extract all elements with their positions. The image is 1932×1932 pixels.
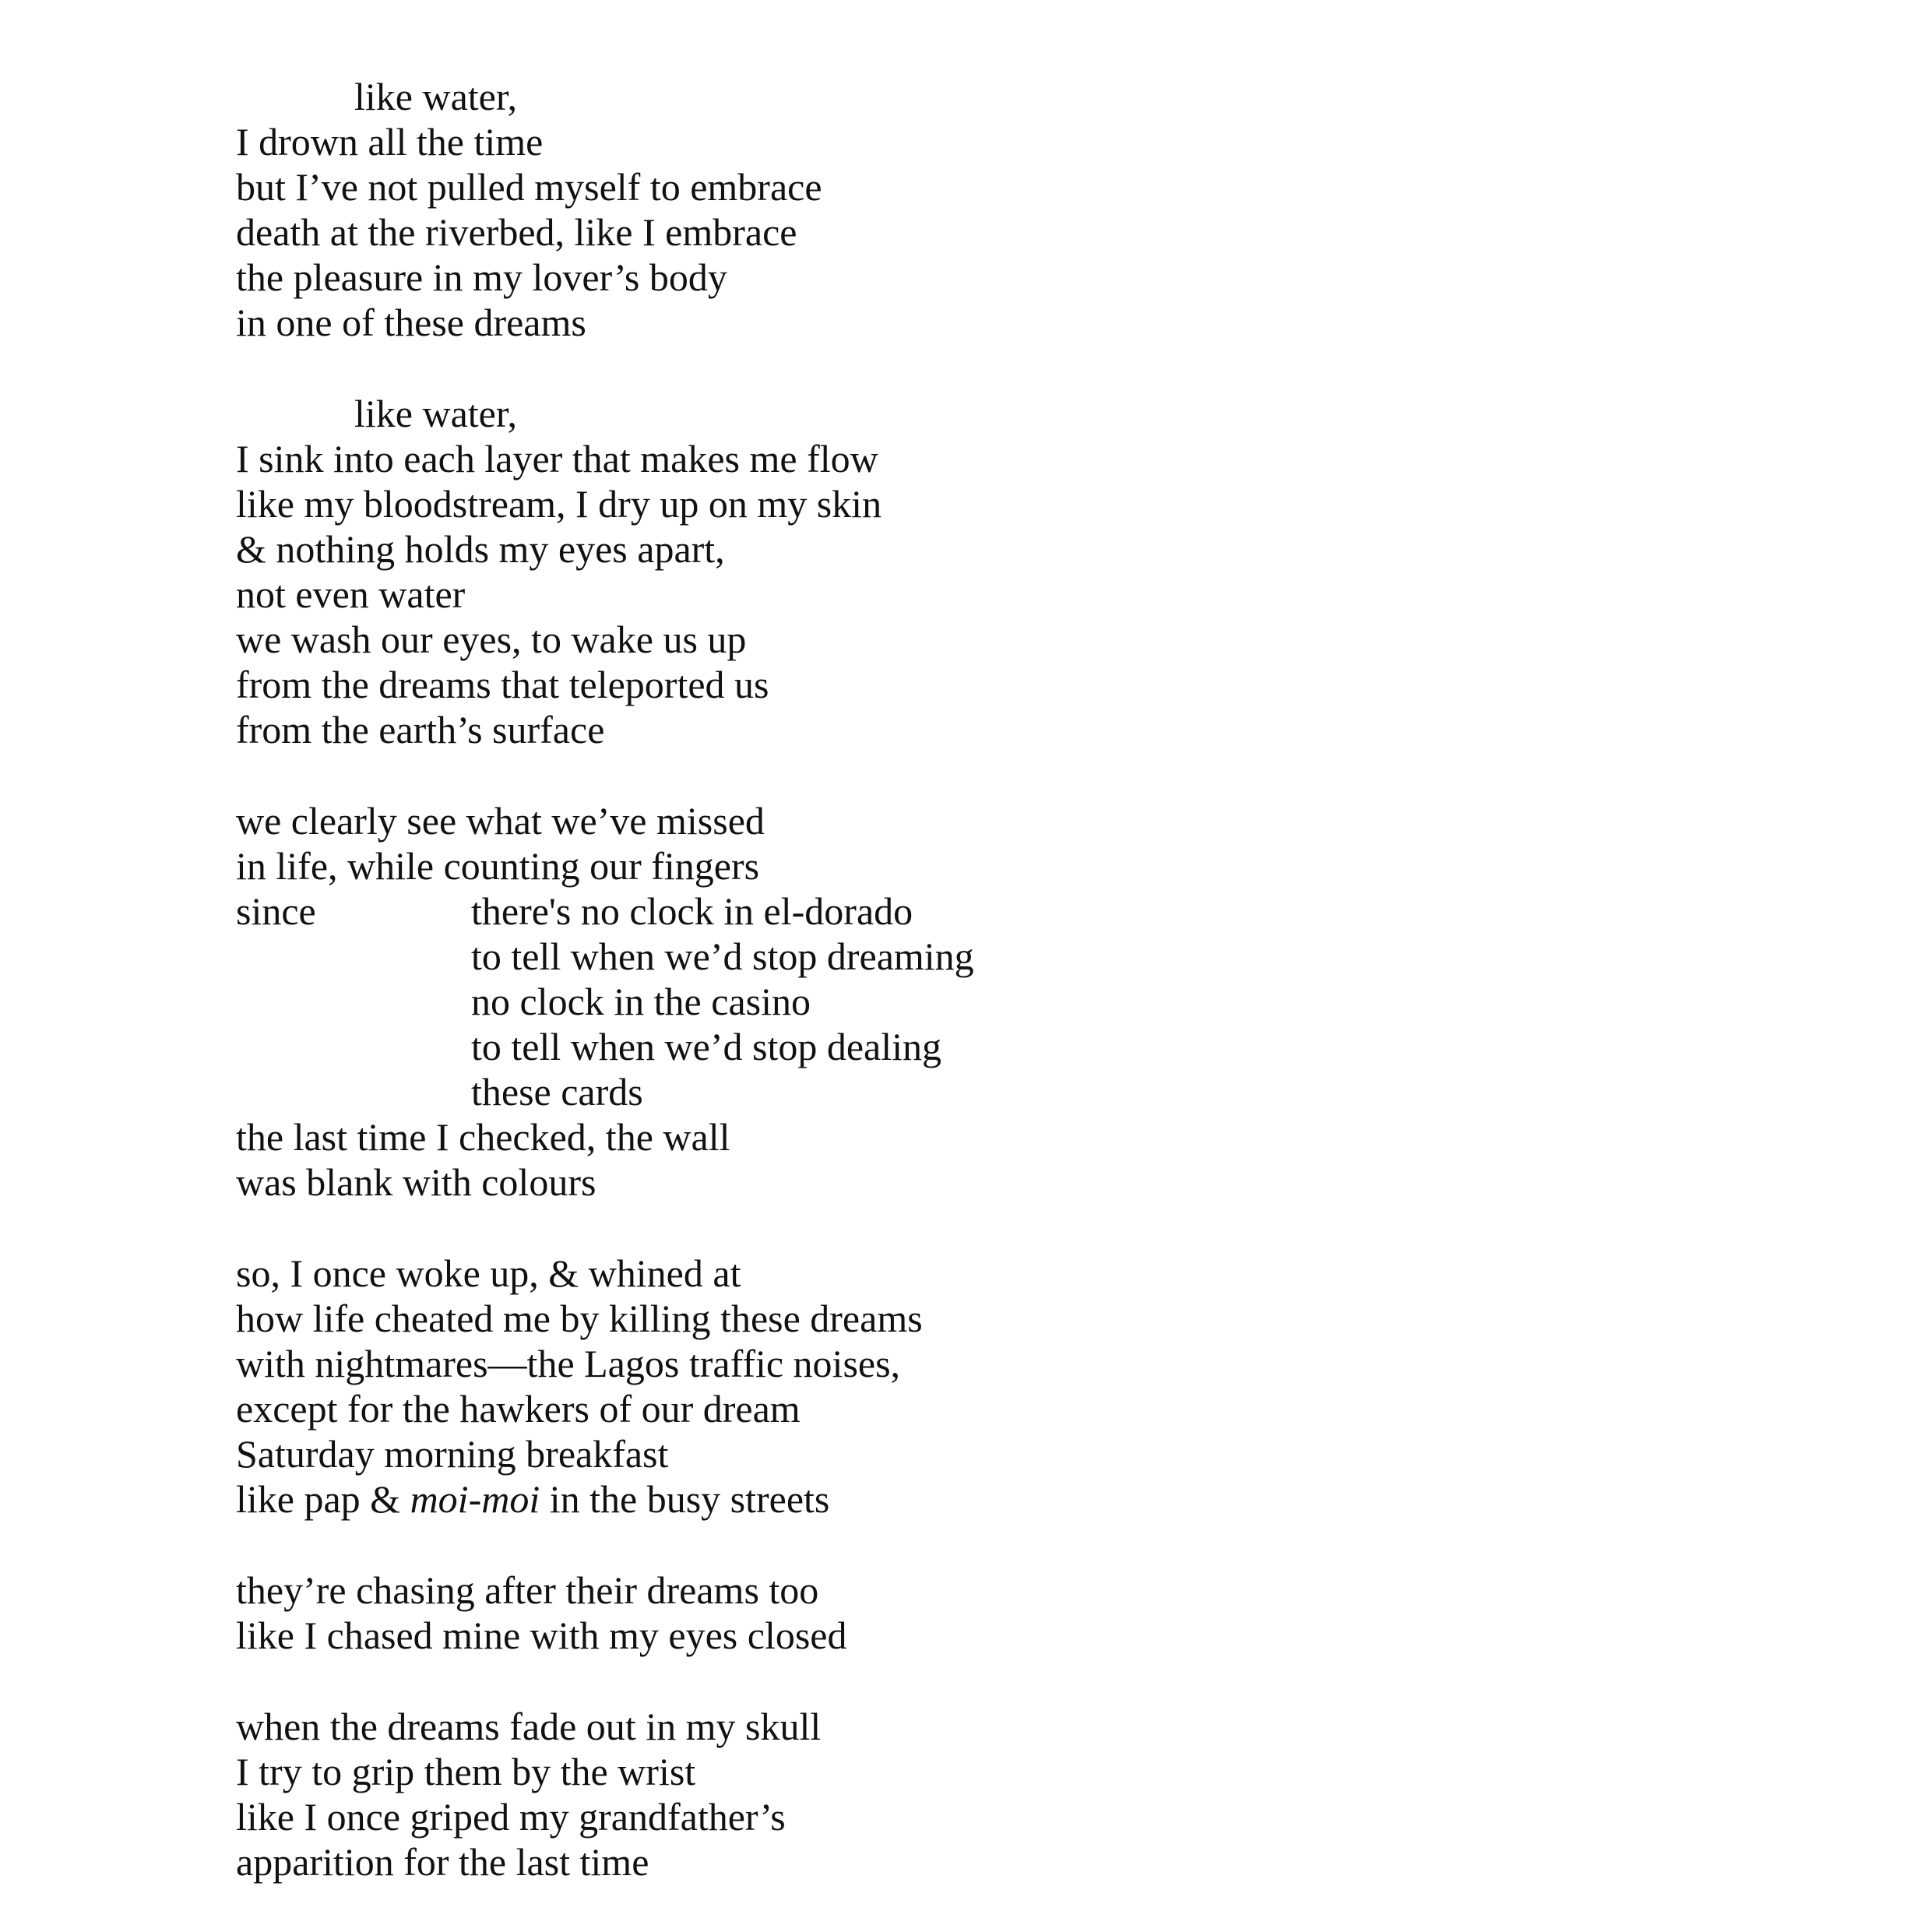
poem-line: to tell when we’d stop dreaming	[471, 934, 974, 978]
poem-line: from the dreams that teleported us	[236, 663, 769, 706]
poem-line: no clock in the casino	[471, 980, 811, 1023]
poem-line: how life cheated me by killing these dreams	[236, 1297, 923, 1340]
poem-line: like I chased mine with my eyes closed	[236, 1614, 847, 1657]
poem-word-since: since	[236, 889, 316, 933]
poem-line: we clearly see what we’ve missed	[236, 799, 765, 843]
poem-line	[236, 1476, 829, 1522]
poem-line: death at the riverbed, like I embrace	[236, 210, 797, 254]
poem-line-fragment: like pap &	[236, 1477, 410, 1521]
poem-line: in one of these dreams	[236, 301, 586, 344]
poem-line: the last time I checked, the wall	[236, 1115, 730, 1159]
poem-line: was blank with colours	[236, 1160, 596, 1204]
poem-line: except for the hawkers of our dream	[236, 1387, 801, 1431]
poem-line: & nothing holds my eyes apart,	[236, 527, 725, 571]
poem-line: we wash our eyes, to wake us up	[236, 618, 747, 661]
poem-line: apparition for the last time	[236, 1840, 649, 1884]
poem-line: these cards	[471, 1070, 643, 1114]
poem-line-fragment: there's no clock in el-dorado	[471, 889, 913, 933]
poem-line: I try to grip them by the wrist	[236, 1750, 696, 1793]
poem-line: like water,	[354, 75, 518, 118]
poem-line: but I’ve not pulled myself to embrace	[236, 165, 822, 209]
poem-line	[236, 889, 913, 934]
poem-line: to tell when we’d stop dealing	[471, 1025, 942, 1068]
poem-line: with nightmares—the Lagos traffic noises,	[236, 1342, 901, 1385]
poem-line: not even water	[236, 572, 466, 616]
poem-line: in life, while counting our fingers	[236, 844, 760, 888]
poem-line: I drown all the time	[236, 120, 544, 164]
poem-line-fragment: in the busy streets	[540, 1477, 830, 1521]
poem-line: I sink into each layer that makes me flow	[236, 437, 878, 480]
poem-line: like water,	[354, 392, 518, 435]
poem-line: when the dreams fade out in my skull	[236, 1705, 822, 1748]
poem-line: so, I once woke up, & whined at	[236, 1251, 741, 1295]
poem-line: like I once griped my grandfather’s	[236, 1795, 786, 1839]
poem-line: like my bloodstream, I dry up on my skin	[236, 482, 882, 526]
poem-line: from the earth’s surface	[236, 708, 605, 751]
poem-line: Saturday morning breakfast	[236, 1432, 669, 1476]
poem-line: the pleasure in my lover’s body	[236, 255, 727, 299]
italic-word: moi-moi	[410, 1477, 540, 1521]
poem-line: they’re chasing after their dreams too	[236, 1568, 819, 1612]
